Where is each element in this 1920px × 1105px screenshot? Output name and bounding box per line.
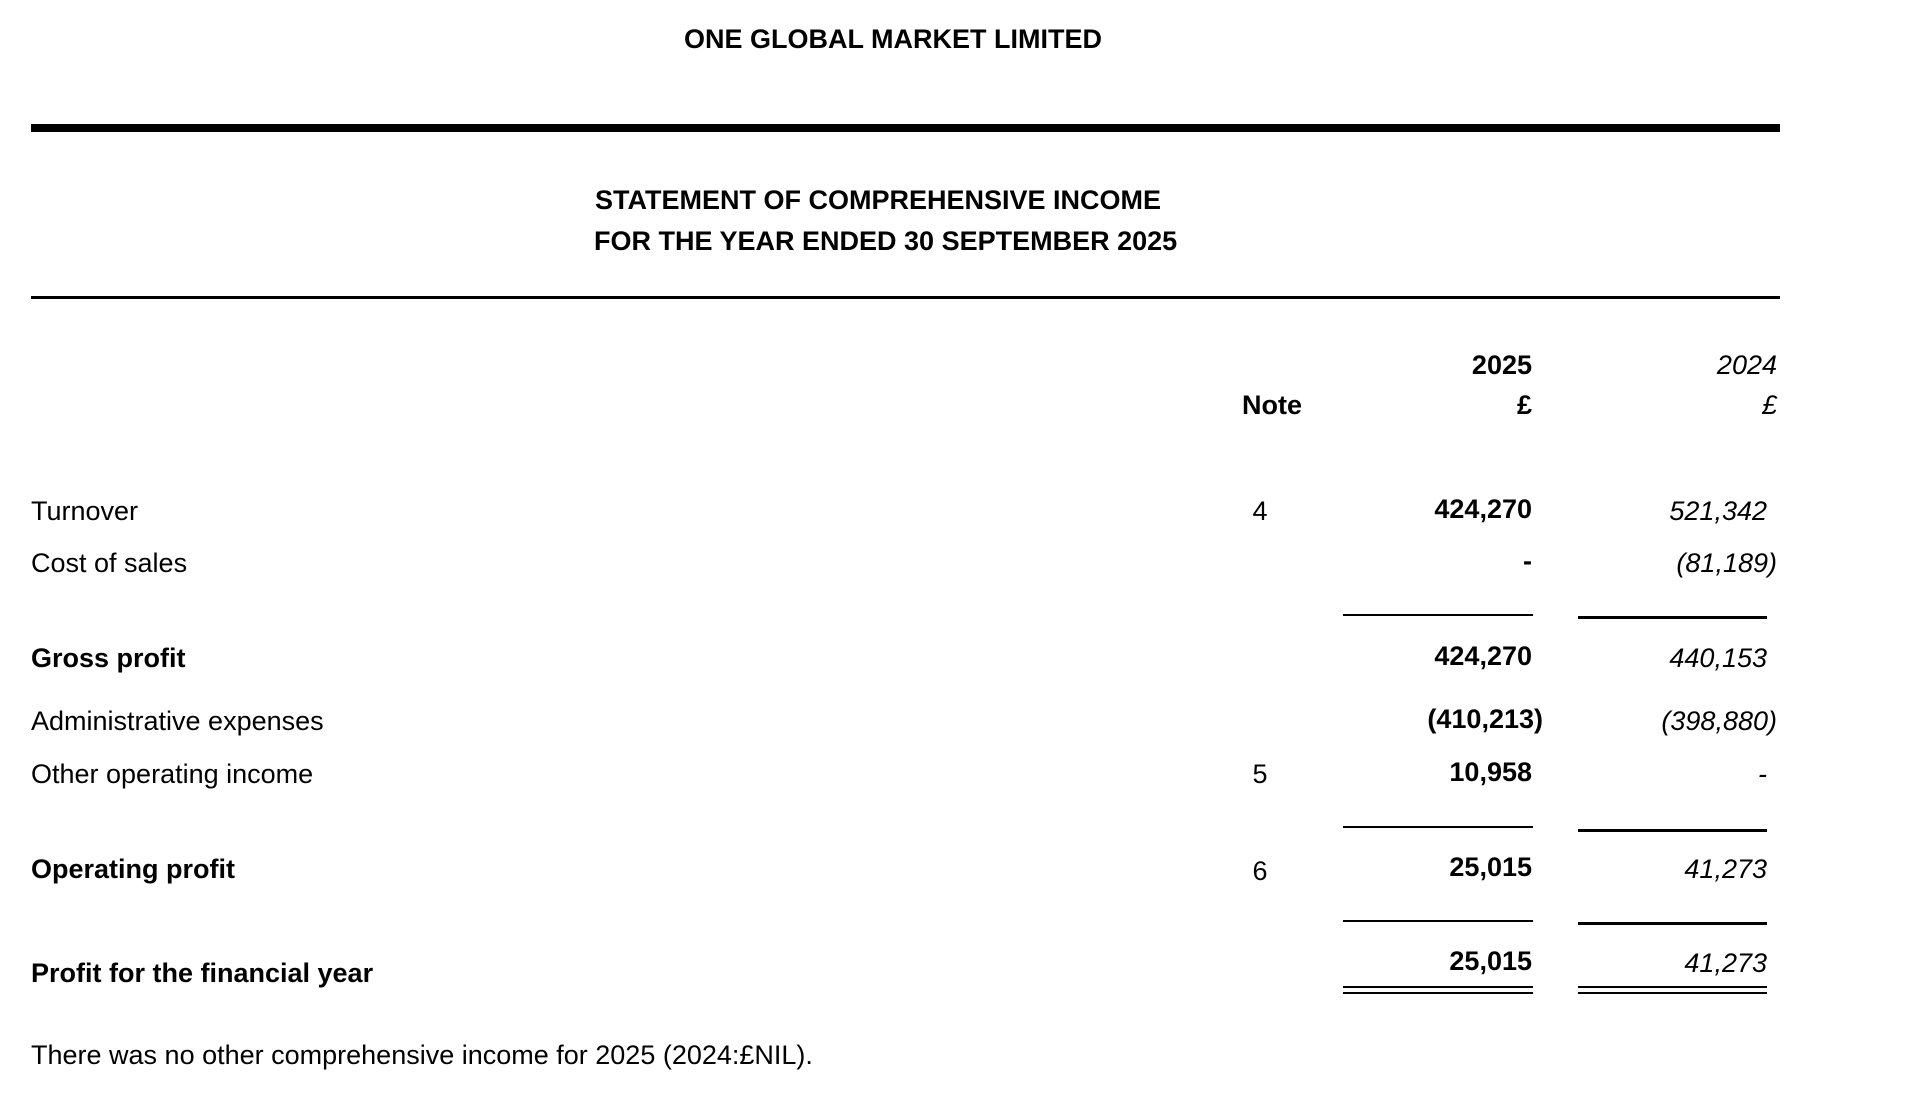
statement-period: FOR THE YEAR ENDED 30 SEPTEMBER 2025	[594, 226, 1178, 256]
row-prior-cost-of-sales: (81,189)	[1676, 548, 1777, 578]
column-header-note: Note	[1242, 390, 1302, 420]
row-note-other-operating-income: 5	[1252, 759, 1268, 789]
subtotal-line-current-3	[1343, 920, 1533, 922]
header-divider-thick	[31, 124, 1780, 132]
total-double-line-prior-top	[1578, 986, 1767, 988]
column-header-current-currency: £	[1516, 390, 1532, 420]
subtotal-line-current	[1343, 614, 1533, 616]
row-current-operating-profit: 25,015	[1449, 852, 1532, 882]
row-label-profit-for-year: Profit for the financial year	[31, 958, 374, 988]
row-prior-gross-profit: 440,153	[1669, 643, 1767, 673]
row-current-cost-of-sales: -	[1523, 546, 1532, 576]
row-note-operating-profit: 6	[1252, 856, 1268, 886]
subtotal-line-prior	[1578, 616, 1767, 619]
row-current-turnover: 424,270	[1434, 494, 1532, 524]
subtotal-line-prior-3	[1578, 922, 1767, 925]
row-label-cost-of-sales: Cost of sales	[31, 548, 188, 578]
row-prior-turnover: 521,342	[1669, 496, 1767, 526]
subtotal-line-current-2	[1343, 826, 1533, 828]
row-label-administrative-expenses: Administrative expenses	[31, 706, 324, 736]
column-header-current-year: 2025	[1471, 350, 1532, 380]
row-label-other-operating-income: Other operating income	[31, 759, 314, 789]
statement-title: STATEMENT OF COMPREHENSIVE INCOME	[595, 185, 1162, 215]
total-double-line-current-top	[1343, 986, 1533, 988]
row-label-operating-profit: Operating profit	[31, 854, 235, 884]
row-prior-operating-profit: 41,273	[1684, 854, 1767, 884]
company-name: ONE GLOBAL MARKET LIMITED	[684, 24, 1102, 54]
header-divider-thin	[31, 296, 1780, 299]
row-current-other-operating-income: 10,958	[1449, 757, 1532, 787]
total-double-line-prior-bottom	[1578, 992, 1767, 994]
row-current-profit-for-year: 25,015	[1449, 946, 1532, 976]
footer-note: There was no other comprehensive income for 2025 (2024:£NIL).	[31, 1040, 813, 1070]
row-prior-profit-for-year: 41,273	[1684, 948, 1767, 978]
row-current-administrative-expenses: (410,213)	[1427, 704, 1543, 734]
row-label-turnover: Turnover	[31, 496, 139, 526]
column-header-prior-year: 2024	[1716, 350, 1777, 380]
row-current-gross-profit: 424,270	[1434, 641, 1532, 671]
row-prior-administrative-expenses: (398,880)	[1661, 706, 1777, 736]
row-note-turnover: 4	[1252, 496, 1268, 526]
subtotal-line-prior-2	[1578, 829, 1767, 832]
row-prior-other-operating-income: -	[1758, 759, 1767, 789]
column-header-prior-currency: £	[1761, 390, 1777, 420]
total-double-line-current-bottom	[1343, 992, 1533, 994]
row-label-gross-profit: Gross profit	[31, 643, 186, 673]
